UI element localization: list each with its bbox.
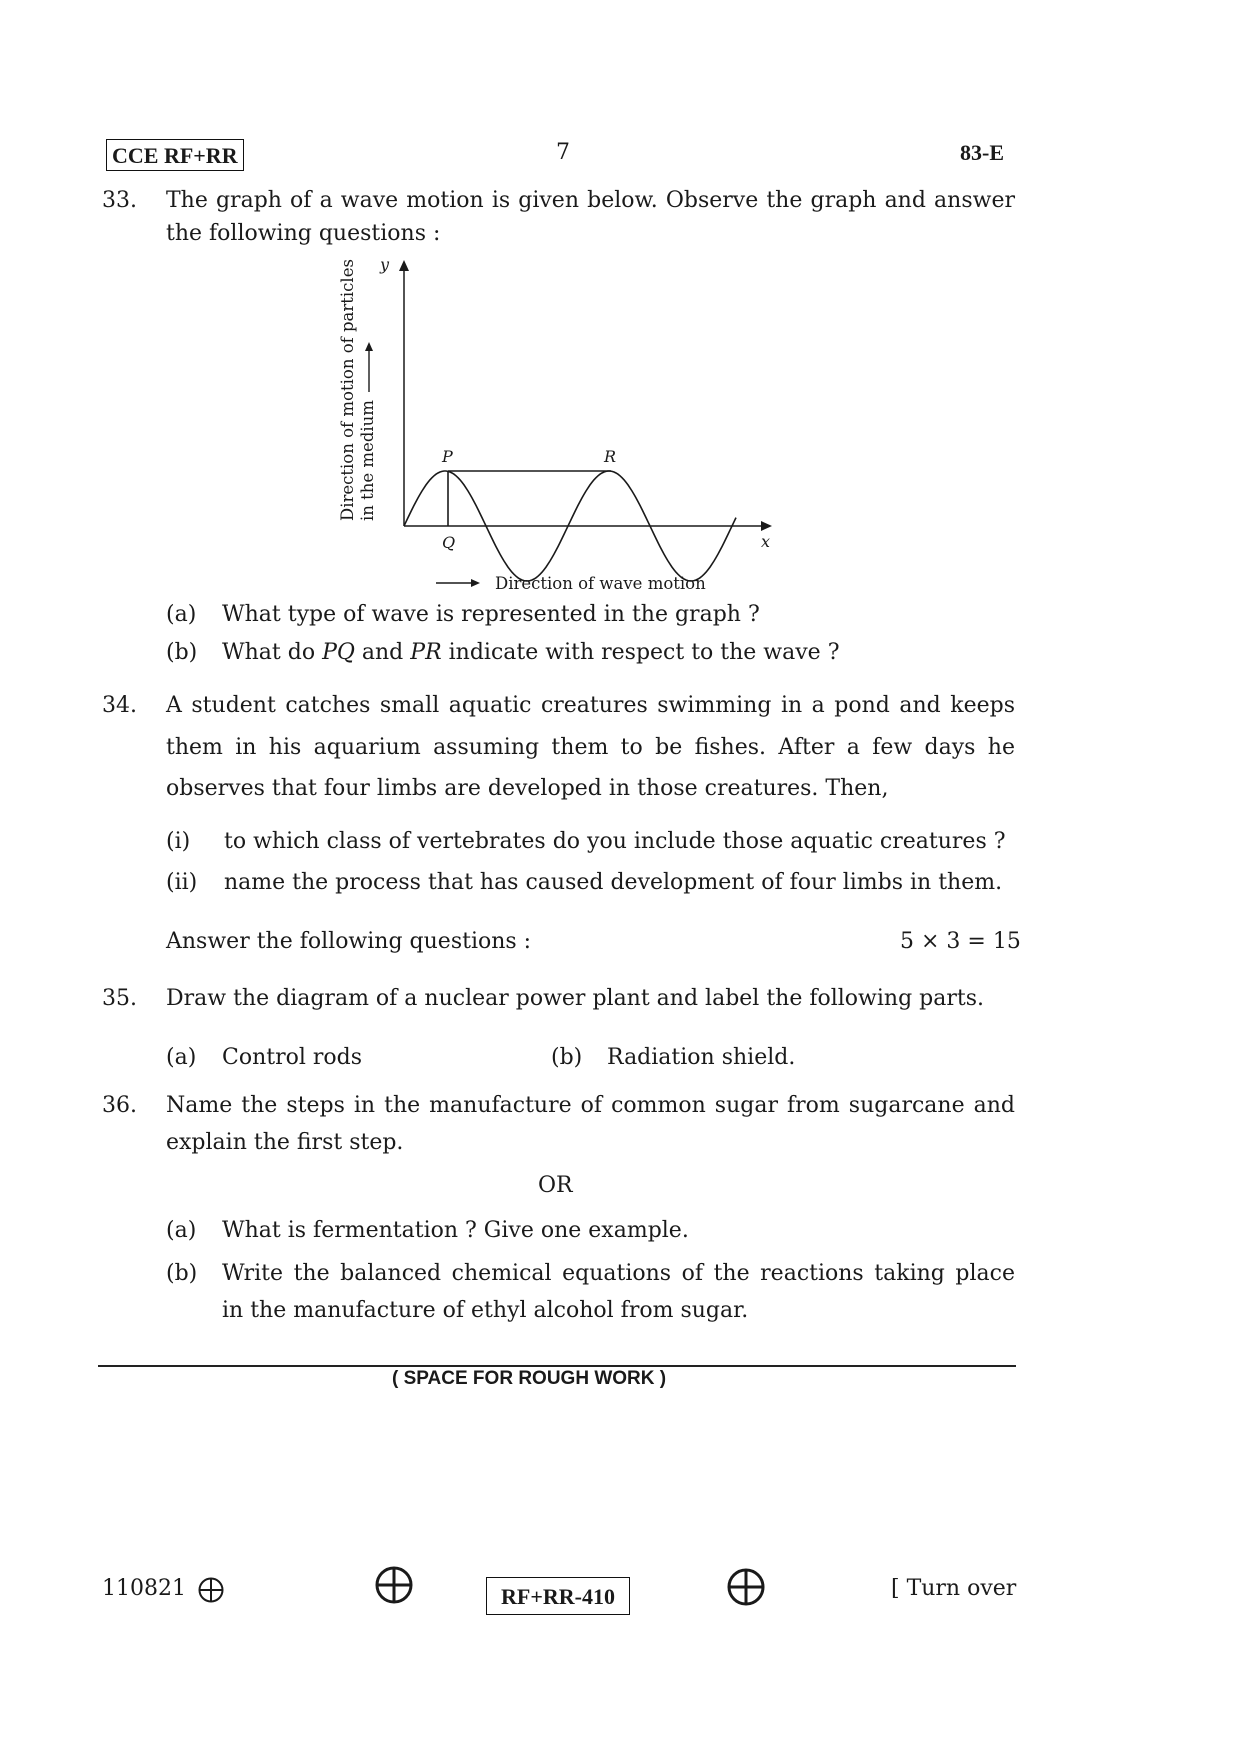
- q33-a-label: (a): [166, 602, 197, 627]
- q36-b-label: (b): [166, 1261, 198, 1286]
- q33-a-text: What type of wave is represented in the graph ?: [222, 602, 760, 627]
- y-label-line1: Direction of motion of particles: [338, 259, 357, 521]
- point-r-label: R: [604, 447, 617, 466]
- q36-a-text: What is fermentation ? Give one example.: [222, 1218, 689, 1243]
- q35-a-label: (a): [166, 1045, 197, 1070]
- section-instruction: Answer the following questions :: [166, 929, 532, 954]
- q34-i-label: (i): [166, 829, 191, 854]
- q33-number: 33.: [102, 188, 137, 213]
- y-axis-arrowhead: [399, 260, 409, 271]
- x-axis-label: x: [761, 532, 771, 551]
- y-label-line2: in the medium: [358, 400, 377, 521]
- q36-line1: Name the steps in the manufacture of common sugar from sugarcane and: [166, 1093, 1015, 1118]
- up-arrow-head: [365, 342, 373, 351]
- q35-text: Draw the diagram of a nuclear power plant and label the following parts.: [166, 986, 985, 1011]
- q35-b-text: Radiation shield.: [607, 1045, 796, 1070]
- q35-b-label: (b): [551, 1045, 583, 1070]
- q36-b-line1: Write the balanced chemical equations of the reactions taking place: [222, 1261, 1015, 1286]
- x-axis-arrowhead: [761, 521, 772, 531]
- q34-line3: observes that four limbs are developed in those creatures. Then,: [166, 776, 889, 801]
- q33-b-label: (b): [166, 640, 198, 665]
- q35-number: 35.: [102, 986, 137, 1011]
- footer-serial: 110821: [102, 1576, 186, 1601]
- point-p-label: P: [442, 447, 453, 466]
- point-q-label: Q: [442, 533, 456, 552]
- q36-line2: explain the first step.: [166, 1130, 404, 1155]
- rough-work-divider: [98, 1365, 1016, 1367]
- footer-turn-over: [ Turn over: [891, 1576, 1017, 1601]
- rough-work-label: ( SPACE FOR ROUGH WORK ): [392, 1368, 667, 1389]
- header-code: CCE RF+RR: [106, 139, 244, 171]
- footer-center-code: RF+RR-410: [486, 1577, 630, 1615]
- registration-cross-icon: [374, 1565, 414, 1605]
- q36-a-label: (a): [166, 1218, 197, 1243]
- paper-code: 83-E: [960, 140, 1004, 165]
- q33-b-text: What do PQ and PR indicate with respect to the wave ?: [222, 640, 840, 665]
- q36-b-line2: in the manufacture of ethyl alcohol from sugar.: [222, 1298, 749, 1323]
- q33-stem-line2: the following questions :: [166, 221, 441, 246]
- x-label: Direction of wave motion: [495, 574, 706, 593]
- q36-or: OR: [538, 1173, 573, 1198]
- registration-cross-icon: [726, 1567, 766, 1607]
- q36-number: 36.: [102, 1093, 137, 1118]
- q33-stem-line1: The graph of a wave motion is given below. Observe the graph and answer: [166, 188, 1015, 213]
- q34-ii-text: name the process that has caused development of four limbs in them.: [224, 870, 1003, 895]
- page-number: 7: [556, 140, 570, 165]
- q34-line2: them in his aquarium assuming them to be fishes. After a few days he: [166, 735, 1015, 760]
- q34-number: 34.: [102, 693, 137, 718]
- q35-a-text: Control rods: [222, 1045, 363, 1070]
- registration-cross-icon: [197, 1576, 225, 1604]
- section-marks: 5 × 3 = 15: [900, 929, 1021, 954]
- q34-line1: A student catches small aquatic creatures swimming in a pond and keeps: [166, 693, 1015, 718]
- y-axis-label: y: [380, 255, 390, 274]
- q34-ii-label: (ii): [166, 870, 198, 895]
- q34-i-text: to which class of vertebrates do you include those aquatic creatures ?: [224, 829, 1006, 854]
- wave-direction-arrowhead: [471, 579, 480, 587]
- wave-graph: [330, 250, 810, 605]
